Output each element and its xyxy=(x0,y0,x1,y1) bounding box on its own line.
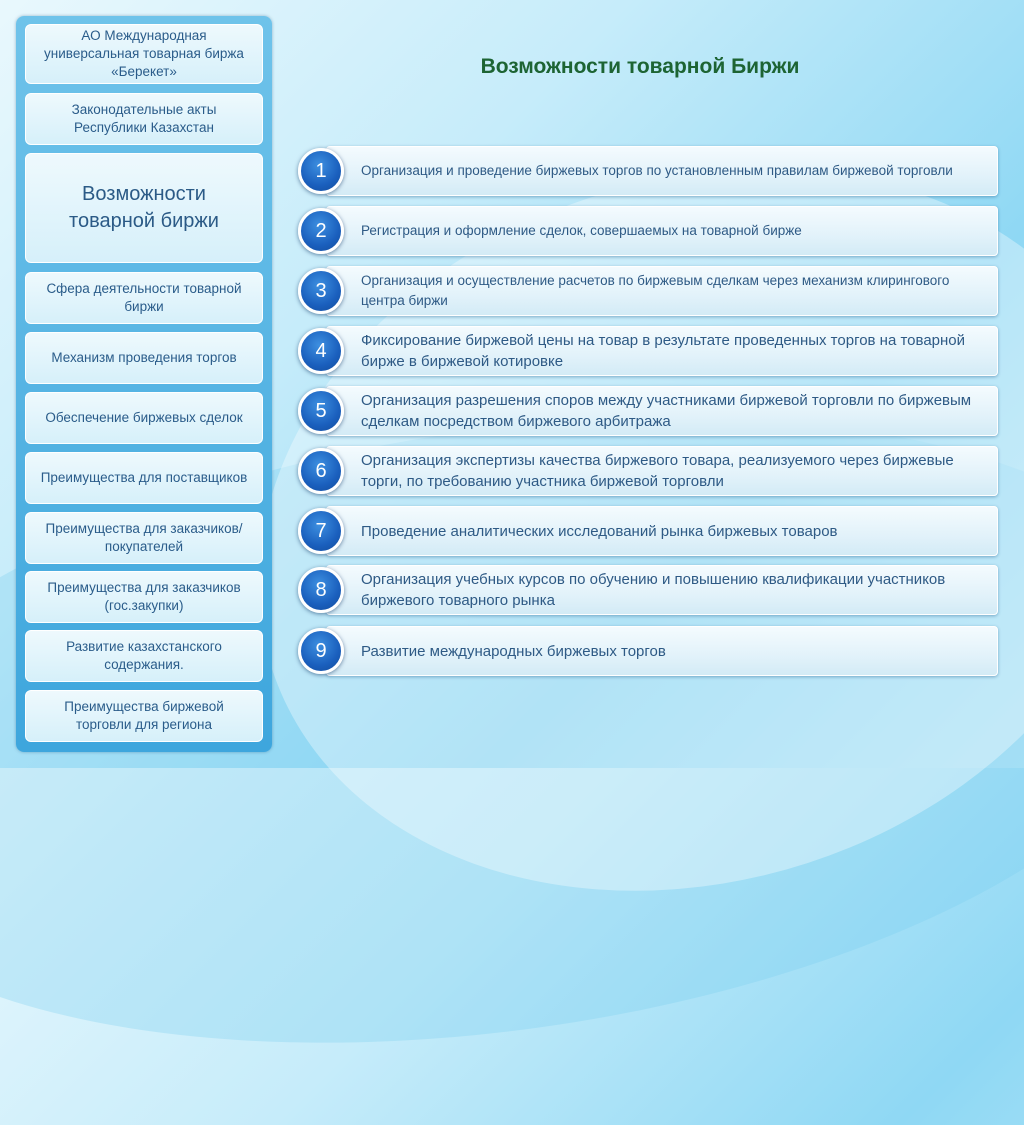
list-item xyxy=(300,326,998,376)
list-item-bar xyxy=(326,386,998,436)
list-item-text: Регистрация и оформление сделок, совершаемых на товарной бирже xyxy=(361,223,802,238)
list-item xyxy=(300,626,998,676)
list-item xyxy=(300,146,998,196)
sidebar-item-security[interactable]: Обеспечение биржевых сделок xyxy=(25,392,263,444)
list-item-text: Фиксирование биржевой цены на товар в результате проведенных торгов на товарной бирже в биржевой котировке xyxy=(361,332,966,370)
list-item xyxy=(300,206,998,256)
number-badge: 3 xyxy=(298,268,344,314)
sidebar-item-scope[interactable]: Сфера деятельности товарной биржи xyxy=(25,272,263,324)
number-badge: 4 xyxy=(298,328,344,374)
list-item xyxy=(300,266,998,316)
list-item xyxy=(300,565,998,615)
list-item xyxy=(300,446,998,496)
sidebar-item-buyers[interactable]: Преимущества для заказчиков/покупателей xyxy=(25,512,263,564)
number-badge: 5 xyxy=(298,388,344,434)
list-item-text: Проведение аналитических исследований рынка биржевых товаров xyxy=(361,522,838,540)
number-badge: 7 xyxy=(298,508,344,554)
list-item-text: Организация экспертизы качества биржевого товара, реализуемого через биржевые торги, по требованию участника биржевой торговли xyxy=(361,452,954,490)
sidebar-item-local-content[interactable]: Развитие казахстанского содержания. xyxy=(25,630,263,682)
list-item-text: Организация учебных курсов по обучению и повышению квалификации участников биржевого товарного рынка xyxy=(361,571,946,609)
list-item-bar xyxy=(326,266,998,316)
page-title: Возможности товарной Биржи xyxy=(480,55,800,78)
list-item-bar xyxy=(326,446,998,496)
sidebar-item-bereket[interactable]: АО Международная универсальная товарная биржа «Берекет» xyxy=(25,24,263,84)
number-badge: 9 xyxy=(298,628,344,674)
list-item-bar xyxy=(326,206,998,256)
list-item-bar xyxy=(326,326,998,376)
list-item-bar xyxy=(326,565,998,615)
number-badge: 1 xyxy=(298,148,344,194)
sidebar-item-gov-procurement[interactable]: Преимущества для заказчиков (гос.закупки) xyxy=(25,571,263,623)
sidebar-item-capabilities[interactable]: Возможности товарной биржи xyxy=(25,153,263,263)
list-item-text: Организация разрешения споров между участниками биржевой торговли по биржевым сделкам посредством биржевого арбитража xyxy=(361,392,972,430)
sidebar-item-legislation[interactable]: Законодательные акты Республики Казахстан xyxy=(25,93,263,145)
list-item xyxy=(300,386,998,436)
list-item-bar xyxy=(326,626,998,676)
list-item xyxy=(300,506,998,556)
list-item-text: Организация и проведение биржевых торгов по установленным правилам биржевой торговли xyxy=(361,163,953,178)
sidebar-item-suppliers[interactable]: Преимущества для поставщиков xyxy=(25,452,263,504)
number-badge: 2 xyxy=(298,208,344,254)
number-badge: 8 xyxy=(298,567,344,613)
list-item-bar xyxy=(326,506,998,556)
number-badge: 6 xyxy=(298,448,344,494)
sidebar xyxy=(16,16,272,752)
sidebar-item-mechanism[interactable]: Механизм проведения торгов xyxy=(25,332,263,384)
list-item-text: Развитие международных биржевых торгов xyxy=(361,642,666,660)
list-item-text: Организация и осуществление расчетов по биржевым сделкам через механизм клирингового центра биржи xyxy=(361,273,950,308)
list-item-bar xyxy=(326,146,998,196)
sidebar-item-region[interactable]: Преимущества биржевой торговли для региона xyxy=(25,690,263,742)
